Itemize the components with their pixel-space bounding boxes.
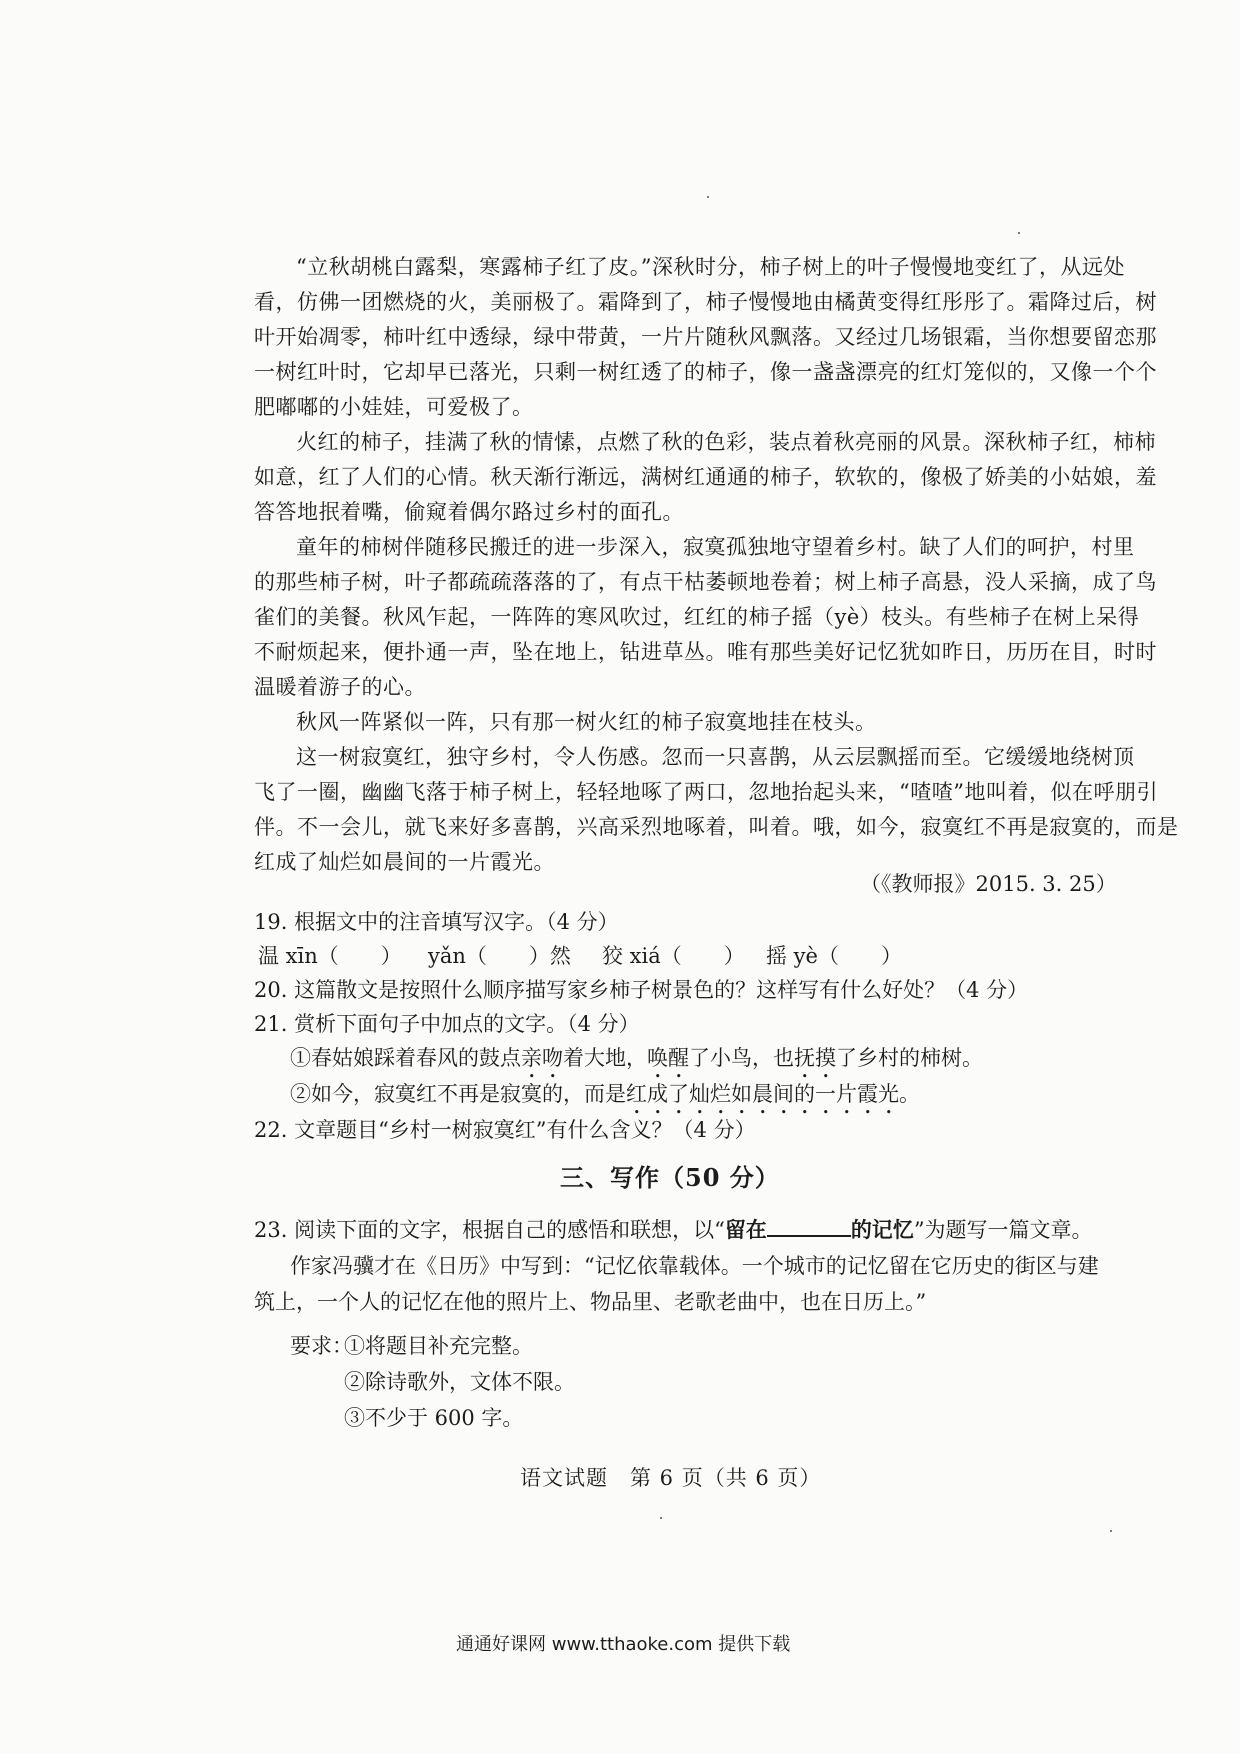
question-21-sentence-2 (290, 1078, 920, 1119)
scan-speck (660, 1517, 662, 1519)
topic-suffix: 的记忆 (850, 1217, 914, 1242)
pinyin-item: 狡 xiá（ ） (602, 944, 745, 968)
text-line: 温暖着游子的心。 (254, 675, 426, 699)
passage-source: （《教师报》2015. 3. 25） (860, 872, 1117, 896)
topic-prefix: 留在 (724, 1217, 767, 1242)
scan-speck (1110, 1530, 1112, 1532)
passage-paragraph-2 (254, 425, 1157, 530)
text-line: “立秋胡桃白露梨，寒露柿子红了皮。”深秋时分，柿子树上的叶子慢慢地变红了，从远处 (296, 255, 1125, 279)
pinyin-item: yǎn（ ）然 (428, 944, 571, 968)
text-line: 伴。不一会儿，就飞来好多喜鹊，兴高采烈地啄着，叫着。哦，如今，寂寞红不再是寂寞的，而是 (254, 815, 1179, 839)
text-line: 这一树寂寞红，独守乡村，令人伤感。忽而一只喜鹊，从云层飘摇而至。它缓缓地绕树顶 (296, 745, 1135, 769)
scan-speck (1018, 232, 1020, 234)
requirements-label: 要求： (290, 1334, 353, 1358)
text-line: 不耐烦起来，便扑通一声，坠在地上，钻进草丛。唯有那些美好记忆犹如昨日，历历在目，时时 (254, 640, 1157, 664)
question-20: 20. 这篇散文是按照什么顺序描写家乡柿子树景色的？这样写有什么好处？（4 分） (254, 978, 1029, 1002)
text-line: 答答地抿着嘴，偷窥着偶尔路过乡村的面孔。 (254, 500, 684, 524)
passage-paragraph-4 (254, 705, 1074, 740)
text-line: 如意，红了人们的心情。秋天渐行渐远，满树红通通的柿子，软软的，像极了娇美的小姑娘，羞 (254, 465, 1157, 489)
text-line: 秋风一阵紧似一阵，只有那一树火红的柿子寂寞地挂在枝头。 (296, 710, 877, 734)
sentence-text: 了小鸟，也 (689, 1046, 794, 1070)
text-line: 一树红叶时，它却早已落光，只剩一树红透了的柿子，像一盏盏漂亮的红灯笼似的，又像一个个 (254, 360, 1157, 384)
question-23 (254, 1214, 1093, 1244)
requirement-2: ②除诗歌外，文体不限。 (344, 1370, 575, 1394)
question-21: 21. 赏析下面句子中加点的文字。（4 分） (254, 1012, 640, 1036)
emphasized-text: 唤醒 (647, 1046, 689, 1070)
text-line: 飞了一圈，幽幽飞落于柿子树上，轻轻地啄了两口，忽地抬起头来，“喳喳”地叫着，似在呼朋引 (254, 780, 1158, 804)
text-line: 童年的柿树伴随移民搬迁的进一步深入，寂寞孤独地守望着乡村。缺了人们的呵护，村里 (296, 535, 1135, 559)
text-line: 叶开始凋零，柿叶红中透绿，绿中带黄，一片片随秋风飘落。又经过几场银霜，当你想要留恋那 (254, 325, 1157, 349)
question-22: 22. 文章题目“乡村一树寂寞红”有什么含义？（4 分） (254, 1118, 756, 1142)
sentence-text: 。 (899, 1082, 920, 1106)
requirement-1: ①将题目补充完整。 (344, 1334, 533, 1358)
text-line: 雀们的美餐。秋风乍起，一阵阵的寒风吹过，红红的柿子摇（yè）枝头。有些柿子在树上呆得 (254, 605, 1140, 629)
emphasized-text: 亲吻 (521, 1046, 563, 1070)
topic-blank (767, 1217, 851, 1237)
scan-speck (707, 196, 709, 198)
text-line: 的那些柿子树，叶子都疏疏落落的了，有点干枯萎顿地卷着；树上柿子高悬，没人采摘，成了鸟 (254, 570, 1157, 594)
emphasized-text: 红成了灿烂如晨间的一片霞光 (626, 1082, 899, 1106)
sentence-text: 着大地， (563, 1046, 647, 1070)
text-line: 肥嘟嘟的小娃娃，可爱极了。 (254, 395, 534, 419)
question-text: 23. 阅读下面的文字，根据自己的感悟和联想，以“ (254, 1218, 725, 1242)
page-footer: 语文试题 第 6 页（共 6 页） (520, 1466, 822, 1490)
text-line: 红成了灿烂如晨间的一片霞光。 (254, 850, 555, 874)
sentence-text: ②如今，寂寞红不再是寂寞的，而是 (290, 1082, 626, 1106)
download-note: 通通好课网 www.tthaoke.com 提供下载 (456, 1634, 791, 1655)
writing-quote-line-2: 筑上，一个人的记忆在他的照片上、物品里、老歌老曲中，也在日历上。” (254, 1290, 927, 1314)
sentence-text: ①春姑娘踩着春风的鼓点 (290, 1046, 521, 1070)
pinyin-item: 摇 yè（ ） (766, 944, 902, 968)
emphasized-text: 抚摸 (794, 1046, 836, 1070)
text-line: 看，仿佛一团燃烧的火，美丽极了。霜降到了，柿子慢慢地由橘黄变得红彤彤了。霜降过后，树 (254, 290, 1157, 314)
sentence-text: 了乡村的柿树。 (836, 1046, 983, 1070)
passage-paragraph-1 (254, 250, 1157, 425)
question-21-sentence-1 (290, 1042, 983, 1083)
writing-quote-line-1: 作家冯骥才在《日历》中写到：“记忆依靠载体。一个城市的记忆留在它历史的街区与建 (290, 1254, 1099, 1278)
requirement-3: ③不少于 600 字。 (344, 1406, 524, 1430)
section-title-writing: 三、写作（50 分） (560, 1163, 780, 1192)
pinyin-item: 温 xīn（ ） (258, 944, 402, 968)
question-19: 19. 根据文中的注音填写汉字。（4 分） (254, 910, 619, 934)
passage-paragraph-5 (254, 740, 1179, 880)
text-line: 火红的柿子，挂满了秋的情愫，点燃了秋的色彩，装点着秋亮丽的风景。深秋柿子红，柿柿 (296, 430, 1156, 454)
passage-paragraph-3 (254, 530, 1157, 705)
question-text: ”为题写一篇文章。 (913, 1218, 1093, 1242)
